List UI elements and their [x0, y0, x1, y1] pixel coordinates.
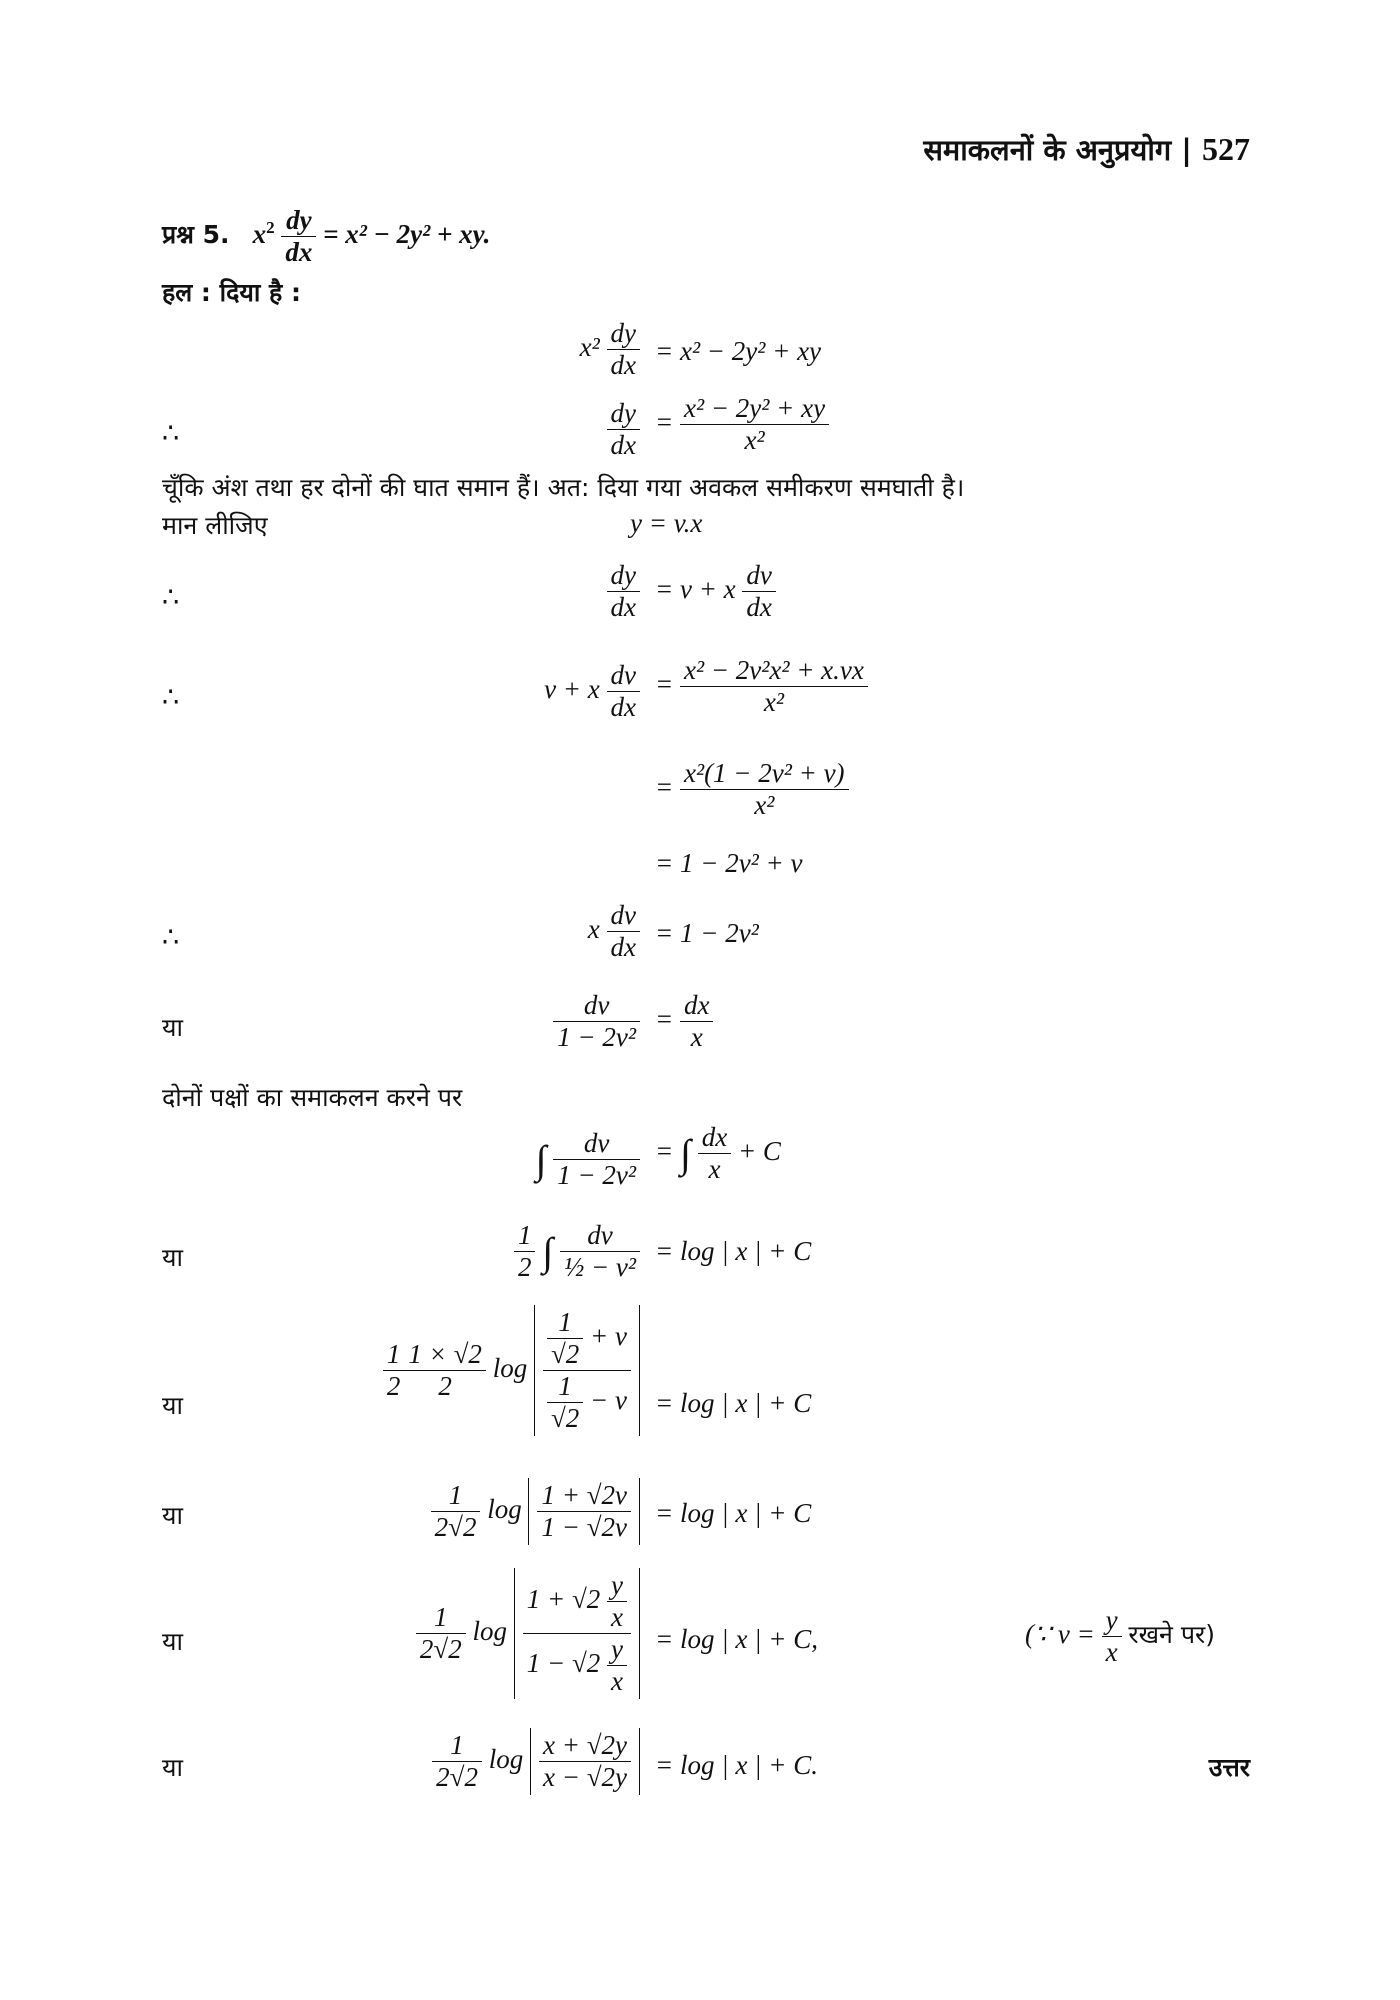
therefore-3: ∴ [162, 682, 180, 712]
eq12-absolute-value [534, 1305, 640, 1436]
eq11-rhs: = log | x | + C [655, 1236, 812, 1266]
question-label: प्रश्न 5. [162, 219, 230, 249]
eq2-dx: dx [610, 430, 636, 461]
assume-label: मान लीजिए [162, 511, 268, 540]
substitution-note [1025, 1605, 1215, 1668]
eq12-top-root2: √2 [550, 1339, 580, 1370]
eq9-equals: = [655, 1003, 674, 1034]
integral-sign-3: ∫ [542, 1229, 554, 1275]
eq11-denominator: ½ − v² [563, 1252, 636, 1283]
eq12-top-1: 1 [547, 1307, 583, 1339]
statement-homogeneous: चूँकि अंश तथा हर दोनों की घात समान हैं। अत: दिया गया अवकल समीकरण समघाती है। [162, 473, 965, 502]
eq11-dv: dv [560, 1220, 640, 1252]
eq13-denominator: 1 − √2v [541, 1512, 627, 1543]
or-label-4: या [162, 1501, 183, 1530]
eq13-rhs: = log | x | + C [655, 1498, 812, 1528]
answer-label: उत्तर [1208, 1753, 1250, 1782]
eq14-num-a: 1 + √2 [526, 1583, 601, 1614]
eq15-denominator: x − √2y [542, 1762, 627, 1793]
eq10-constant: + C [737, 1135, 781, 1166]
eq10-rhs [655, 1122, 781, 1185]
eq10-lhs [535, 1128, 640, 1191]
eq15-lhs [432, 1728, 640, 1795]
eq2-rhs [655, 393, 829, 456]
eq5-equals: = [655, 668, 674, 699]
eq2-equals: = [655, 406, 674, 437]
eq15-log: log [488, 1743, 524, 1774]
eq5-denominator: x² [763, 687, 784, 718]
eq11-lhs [514, 1220, 640, 1283]
eq14-num-y: y [607, 1570, 627, 1602]
eq5-numerator: x² − 2v²x² + x.vx [680, 655, 868, 687]
integral-sign-2: ∫ [679, 1131, 691, 1177]
eq14-rhs: = log | x | + C, [655, 1624, 819, 1654]
eq5-lhs [544, 660, 640, 723]
question [162, 205, 490, 268]
eq9-rhs [655, 990, 713, 1053]
eq12-log: log [492, 1352, 528, 1383]
eq8-rhs: = 1 − 2v² [655, 918, 759, 948]
eq4-dy: dy [607, 560, 640, 592]
eq14-lhs [416, 1568, 640, 1699]
eq9-x: x [690, 1022, 703, 1053]
question-dx: dx [285, 237, 313, 268]
eq5-dv: dv [607, 660, 640, 692]
eq10-equals: = [655, 1135, 674, 1166]
eq1-dy: dy [607, 318, 640, 350]
eq6-rhs [655, 758, 849, 821]
eq8-x: x [587, 913, 600, 944]
eq4-dx: dx [610, 592, 636, 623]
eq6-denominator: x² [754, 790, 775, 821]
eq1-x2: x² [579, 331, 600, 362]
question-square: 2 [266, 217, 275, 237]
eq15-pre-num: 1 [432, 1730, 482, 1762]
eq5-rhs [655, 655, 868, 718]
eq12-bot-root2: √2 [550, 1403, 580, 1434]
eq7-rhs: = 1 − 2v² + v [655, 848, 803, 878]
eq3-substitution: y = v.x [630, 508, 703, 538]
eq13-absolute-value [528, 1478, 640, 1545]
eq12-lhs [383, 1305, 640, 1436]
eq10-dx: dx [698, 1122, 731, 1154]
eq8-lhs [588, 900, 640, 963]
or-label-2: या [162, 1243, 183, 1272]
eq4-rhs [655, 560, 776, 623]
eq15-rhs: = log | x | + C. [655, 1750, 819, 1780]
eq8-dv: dv [607, 900, 640, 932]
eq13-pre-num: 1 [431, 1480, 481, 1512]
eq9-dx: dx [680, 990, 713, 1022]
eq9-dv: dv [553, 990, 640, 1022]
eq2-numerator: x² − 2y² + xy [680, 393, 829, 425]
eq14-absolute-value [514, 1568, 640, 1699]
eq13-log: log [487, 1493, 522, 1524]
eq12-top-plus-v: + v [590, 1320, 627, 1351]
note-x: x [1105, 1637, 1118, 1668]
therefore-2: ∴ [162, 582, 180, 612]
eq15-numerator: x + √2y [539, 1730, 631, 1762]
eq9-denominator: 1 − 2v² [557, 1022, 636, 1053]
eq12-mid-den: 2 [438, 1371, 452, 1402]
eq14-den-x: x [611, 1666, 623, 1697]
or-label-5: या [162, 1627, 183, 1656]
eq12-rhs: = log | x | + C [655, 1388, 812, 1418]
eq12-bot-1: 1 [547, 1371, 583, 1403]
eq9-lhs [553, 990, 640, 1053]
integrate-label: दोनों पक्षों का समाकलन करने पर [162, 1083, 463, 1112]
eq6-equals: = [655, 771, 674, 802]
eq10-x: x [708, 1154, 721, 1185]
eq5-v-plus-x: v + x [544, 673, 600, 704]
eq11-half-den: 2 [517, 1252, 532, 1283]
chapter-title: समाकलनों के अनुप्रयोग [923, 133, 1172, 167]
eq1-lhs [580, 318, 640, 381]
eq4-dx2: dx [746, 592, 772, 623]
eq14-pre-den: 2√2 [419, 1634, 462, 1665]
eq13-numerator: 1 + √2v [537, 1480, 631, 1512]
eq6-numerator: x²(1 − 2v² + v) [680, 758, 849, 790]
eq2-dy: dy [607, 398, 640, 430]
eq15-absolute-value [530, 1728, 640, 1795]
eq1-rhs: = x² − 2y² + xy [655, 336, 822, 366]
eq14-num-x: x [611, 1602, 623, 1633]
therefore-1: ∴ [162, 418, 180, 448]
or-label-6: या [162, 1753, 183, 1782]
solution-label: हल : दिया है : [162, 278, 302, 307]
page-header [923, 130, 1250, 169]
eq12-bot-minus-v: − v [590, 1384, 627, 1415]
question-x: x [252, 218, 267, 249]
eq4-v-plus-x: = v + x [655, 573, 736, 604]
therefore-4: ∴ [162, 922, 180, 952]
eq14-den-y: y [607, 1634, 627, 1666]
eq15-pre-den: 2√2 [436, 1762, 478, 1793]
eq13-pre-den: 2√2 [434, 1512, 477, 1543]
or-label-1: या [162, 1013, 183, 1042]
eq14-log: log [472, 1615, 507, 1646]
eq13-lhs [431, 1478, 640, 1545]
eq4-lhs [607, 560, 640, 623]
eq10-denominator: 1 − 2v² [557, 1160, 636, 1191]
eq12-pre-num: 1 [383, 1339, 405, 1371]
eq11-half-num: 1 [514, 1220, 536, 1252]
integral-sign: ∫ [535, 1137, 547, 1183]
note-substituting: रखने पर) [1128, 1619, 1216, 1649]
eq5-dx: dx [610, 692, 636, 723]
eq4-dv: dv [742, 560, 775, 592]
eq14-pre-num: 1 [416, 1602, 466, 1634]
note-because-v: (∵ v = [1025, 1618, 1095, 1649]
eq10-dv: dv [553, 1128, 640, 1160]
eq12-mid-num: 1 × √2 [404, 1339, 486, 1371]
header-separator: | [1181, 133, 1192, 167]
question-dy: dy [281, 205, 316, 237]
eq8-dx: dx [610, 932, 636, 963]
eq12-pre-den: 2 [386, 1371, 401, 1402]
note-y: y [1102, 1605, 1122, 1637]
or-label-3: या [162, 1391, 183, 1420]
question-rhs: = x² − 2y² + xy. [323, 218, 491, 249]
eq1-dx: dx [610, 350, 636, 381]
page-number: 527 [1202, 131, 1250, 167]
eq14-den-a: 1 − √2 [526, 1647, 601, 1678]
eq2-lhs [607, 398, 640, 461]
eq2-denominator: x² [744, 425, 765, 456]
